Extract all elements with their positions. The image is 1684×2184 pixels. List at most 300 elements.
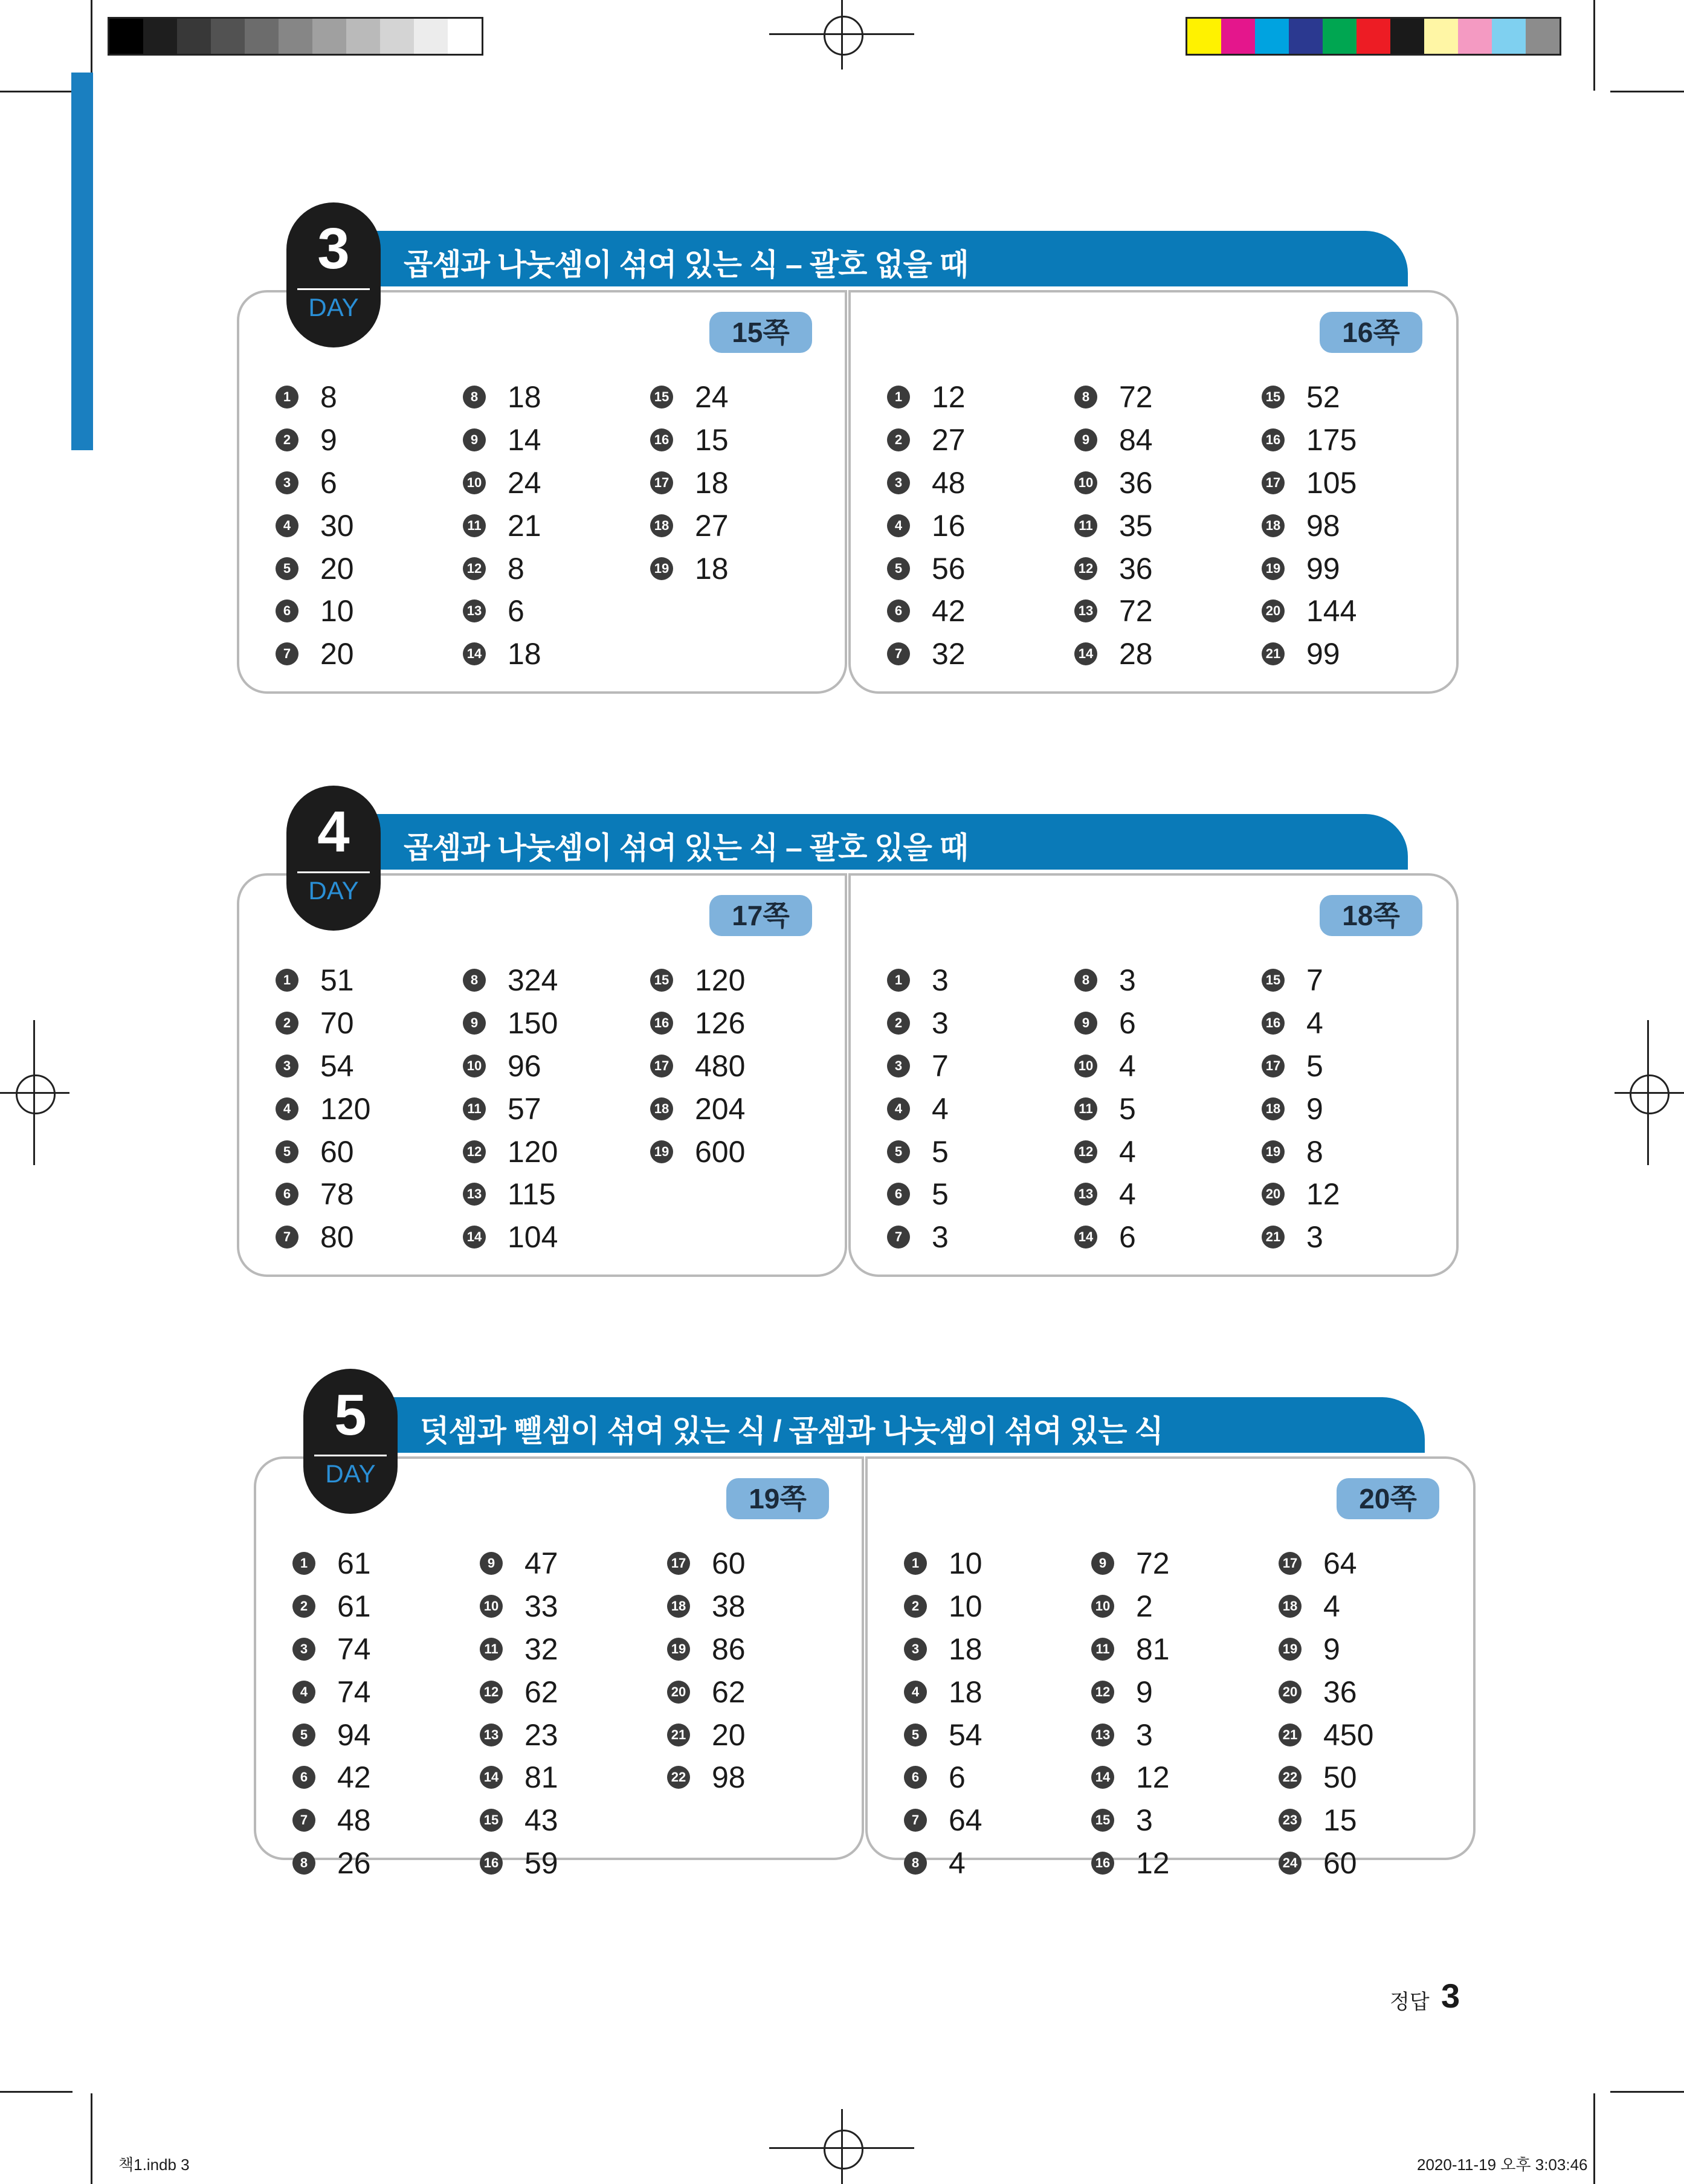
answer-value: 84 xyxy=(1119,423,1153,457)
problem-number-badge: 19 xyxy=(650,557,673,580)
problem-number-badge: 2 xyxy=(292,1595,315,1618)
answer-value: 33 xyxy=(524,1589,558,1624)
answer-value: 14 xyxy=(508,423,541,457)
answer-item xyxy=(667,1713,746,1756)
gray-swatch xyxy=(279,19,312,54)
crop-mark xyxy=(1610,2091,1684,2093)
problem-number-badge: 17 xyxy=(650,1055,673,1077)
answer-value: 64 xyxy=(1323,1546,1357,1581)
answer-value: 42 xyxy=(932,594,966,628)
answer-item xyxy=(887,376,966,419)
answer-value: 81 xyxy=(1136,1632,1170,1666)
answer-item xyxy=(1262,1173,1340,1216)
day-number: 4 xyxy=(317,800,350,864)
answer-item xyxy=(292,1842,371,1885)
answer-value: 98 xyxy=(1306,508,1340,543)
answer-value: 30 xyxy=(320,508,354,543)
answer-item xyxy=(904,1585,982,1628)
color-swatch xyxy=(1526,19,1560,54)
answer-value: 50 xyxy=(1323,1760,1357,1795)
answer-item xyxy=(276,590,354,633)
problem-number-badge: 19 xyxy=(667,1638,690,1661)
answer-item xyxy=(292,1799,371,1842)
problem-number-badge: 14 xyxy=(1091,1766,1114,1789)
answer-value: 204 xyxy=(695,1091,746,1126)
answer-value: 80 xyxy=(320,1220,354,1255)
answer-item xyxy=(292,1542,371,1585)
problem-number-badge: 15 xyxy=(480,1809,503,1832)
answer-item xyxy=(1074,462,1153,505)
answer-value: 8 xyxy=(508,551,524,586)
crop-mark xyxy=(0,91,73,92)
answer-item xyxy=(292,1670,371,1713)
answer-item xyxy=(1091,1670,1170,1713)
answer-value: 28 xyxy=(1119,637,1153,671)
problem-number-badge: 17 xyxy=(667,1552,690,1575)
registration-line xyxy=(1647,1020,1649,1165)
answer-value: 9 xyxy=(1323,1632,1340,1666)
answer-value: 18 xyxy=(508,380,541,415)
answer-item xyxy=(904,1756,982,1799)
problem-number-badge: 12 xyxy=(1074,557,1097,580)
problem-number-badge: 20 xyxy=(667,1681,690,1704)
answer-value: 3 xyxy=(1136,1803,1153,1838)
answer-item xyxy=(480,1756,558,1799)
answer-item xyxy=(1279,1628,1373,1671)
answer-item xyxy=(463,376,541,419)
answer-value: 32 xyxy=(932,637,966,671)
answer-value: 10 xyxy=(949,1546,982,1581)
problem-number-badge: 1 xyxy=(887,969,910,992)
problem-number-badge: 12 xyxy=(463,1140,486,1163)
answer-column xyxy=(292,1542,371,1884)
problem-number-badge: 18 xyxy=(650,514,673,537)
answer-item xyxy=(1091,1756,1170,1799)
answer-column xyxy=(667,1542,746,1799)
day-number: 5 xyxy=(334,1383,367,1447)
answer-value: 324 xyxy=(508,963,558,998)
answer-item xyxy=(480,1628,558,1671)
answer-item xyxy=(276,1173,370,1216)
answer-value: 4 xyxy=(1119,1177,1136,1212)
answer-item xyxy=(887,462,966,505)
answer-item xyxy=(887,1173,949,1216)
answer-value: 52 xyxy=(1306,380,1340,415)
answer-panel-left xyxy=(237,290,847,694)
problem-number-badge: 4 xyxy=(887,514,910,537)
answer-item xyxy=(276,547,354,590)
answer-item xyxy=(650,959,745,1002)
color-swatch xyxy=(1390,19,1424,54)
gray-swatch xyxy=(312,19,346,54)
answer-value: 5 xyxy=(1306,1048,1323,1083)
answer-item xyxy=(1074,419,1153,462)
answer-item xyxy=(667,1756,746,1799)
problem-number-badge: 3 xyxy=(292,1638,315,1661)
grayscale-calibration-bar xyxy=(108,17,483,56)
answer-item xyxy=(887,419,966,462)
page-reference-badge: 16쪽 xyxy=(1320,312,1422,353)
answer-item xyxy=(650,1002,745,1045)
answer-value: 99 xyxy=(1306,551,1340,586)
problem-number-badge: 15 xyxy=(650,386,673,409)
answer-item xyxy=(887,633,966,676)
answer-value: 57 xyxy=(508,1091,541,1126)
problem-number-badge: 15 xyxy=(650,969,673,992)
answer-value: 104 xyxy=(508,1220,558,1255)
problem-number-badge: 8 xyxy=(463,969,486,992)
problem-number-badge: 6 xyxy=(887,1183,910,1206)
problem-number-badge: 10 xyxy=(463,1055,486,1077)
answer-value: 54 xyxy=(320,1048,354,1083)
answer-value: 3 xyxy=(1306,1220,1323,1255)
problem-number-badge: 10 xyxy=(1091,1595,1114,1618)
answer-item xyxy=(1262,1002,1340,1045)
answer-column xyxy=(650,376,729,590)
problem-number-badge: 20 xyxy=(1262,599,1285,622)
answer-item xyxy=(276,1216,370,1259)
problem-number-badge: 1 xyxy=(276,386,298,409)
problem-number-badge: 6 xyxy=(904,1766,927,1789)
answer-value: 3 xyxy=(932,1220,949,1255)
answer-item xyxy=(650,1130,745,1173)
answer-value: 24 xyxy=(695,380,729,415)
answer-item xyxy=(650,419,729,462)
problem-number-badge: 18 xyxy=(1262,514,1285,537)
answer-item xyxy=(1279,1670,1373,1713)
answer-value: 20 xyxy=(320,637,354,671)
gray-swatch xyxy=(177,19,211,54)
answer-value: 9 xyxy=(1306,1091,1323,1126)
answer-item xyxy=(904,1542,982,1585)
problem-number-badge: 3 xyxy=(904,1638,927,1661)
problem-number-badge: 21 xyxy=(1262,1226,1285,1249)
answer-item xyxy=(887,504,966,547)
answer-value: 62 xyxy=(712,1675,746,1709)
problem-number-badge: 13 xyxy=(463,599,486,622)
answer-panel-left xyxy=(254,1456,864,1880)
problem-number-badge: 9 xyxy=(1091,1552,1114,1575)
gray-swatch xyxy=(380,19,414,54)
answer-item xyxy=(1279,1585,1373,1628)
day-badge xyxy=(303,1369,398,1514)
problem-number-badge: 12 xyxy=(463,557,486,580)
answer-item xyxy=(887,547,966,590)
answer-value: 27 xyxy=(695,508,729,543)
answer-item xyxy=(276,1045,370,1088)
color-swatch xyxy=(1221,19,1255,54)
section-title: 곱셈과 나눗셈이 섞여 있는 식 – 괄호 없을 때 xyxy=(404,248,969,282)
answer-item xyxy=(904,1799,982,1842)
problem-number-badge: 16 xyxy=(650,428,673,451)
answer-value: 18 xyxy=(949,1632,982,1666)
answer-item xyxy=(480,1542,558,1585)
answer-item xyxy=(1091,1799,1170,1842)
answer-value: 72 xyxy=(1119,380,1153,415)
answer-item xyxy=(1262,376,1357,419)
problem-number-badge: 5 xyxy=(904,1724,927,1746)
answer-item xyxy=(292,1628,371,1671)
problem-number-badge: 2 xyxy=(276,428,298,451)
answer-value: 35 xyxy=(1119,508,1153,543)
answer-panel-right xyxy=(865,1456,1476,1880)
problem-number-badge: 10 xyxy=(463,471,486,494)
answer-value: 12 xyxy=(932,380,966,415)
answer-value: 99 xyxy=(1306,637,1340,671)
problem-number-badge: 15 xyxy=(1091,1809,1114,1832)
section-title: 덧셈과 뺄셈이 섞여 있는 식 / 곱셈과 나눗셈이 섞여 있는 식 xyxy=(420,1414,1163,1448)
answer-item xyxy=(650,376,729,419)
crop-mark xyxy=(1610,91,1684,92)
answer-value: 600 xyxy=(695,1134,746,1169)
problem-number-badge: 4 xyxy=(276,514,298,537)
problem-number-badge: 7 xyxy=(276,1226,298,1249)
problem-number-badge: 6 xyxy=(276,1183,298,1206)
answer-item xyxy=(480,1713,558,1756)
answer-value: 74 xyxy=(337,1675,371,1709)
answer-value: 3 xyxy=(1119,963,1136,998)
answer-value: 43 xyxy=(524,1803,558,1838)
problem-number-badge: 13 xyxy=(1091,1724,1114,1746)
answer-item xyxy=(463,504,541,547)
answer-value: 9 xyxy=(1136,1675,1153,1709)
answer-value: 480 xyxy=(695,1048,746,1083)
answer-value: 36 xyxy=(1323,1675,1357,1709)
answer-value: 42 xyxy=(337,1760,371,1795)
slug-file: 책1.indb 3 xyxy=(118,2156,190,2174)
answer-value: 20 xyxy=(712,1717,746,1752)
color-swatch xyxy=(1492,19,1526,54)
answer-value: 150 xyxy=(508,1006,558,1041)
problem-number-badge: 13 xyxy=(1074,599,1097,622)
problem-number-badge: 4 xyxy=(887,1097,910,1120)
footer-label: 정답 xyxy=(1390,1991,1430,2014)
answer-value: 120 xyxy=(695,963,746,998)
answer-value: 59 xyxy=(524,1846,558,1880)
problem-number-badge: 24 xyxy=(1279,1852,1302,1875)
answer-item xyxy=(1279,1542,1373,1585)
gray-swatch xyxy=(211,19,245,54)
answer-item xyxy=(276,633,354,676)
answer-item xyxy=(292,1713,371,1756)
answer-value: 26 xyxy=(337,1846,371,1880)
answer-item xyxy=(463,419,541,462)
answer-item xyxy=(1279,1799,1373,1842)
gray-swatch xyxy=(448,19,482,54)
answer-value: 4 xyxy=(949,1846,966,1880)
answer-item xyxy=(1279,1713,1373,1756)
problem-number-badge: 9 xyxy=(480,1552,503,1575)
gray-swatch xyxy=(245,19,279,54)
answer-value: 12 xyxy=(1136,1846,1170,1880)
problem-number-badge: 12 xyxy=(1091,1681,1114,1704)
problem-number-badge: 6 xyxy=(276,599,298,622)
problem-number-badge: 10 xyxy=(1074,1055,1097,1077)
problem-number-badge: 14 xyxy=(463,642,486,665)
answer-item xyxy=(1074,376,1153,419)
answer-panel-right xyxy=(848,873,1459,1277)
problem-number-badge: 16 xyxy=(650,1012,673,1035)
problem-number-badge: 6 xyxy=(292,1766,315,1789)
answer-item xyxy=(1262,590,1357,633)
crop-mark xyxy=(1593,0,1595,91)
answer-value: 38 xyxy=(712,1589,746,1624)
answer-item xyxy=(480,1670,558,1713)
registration-line xyxy=(841,2109,843,2184)
answer-column xyxy=(276,959,370,1259)
problem-number-badge: 20 xyxy=(1262,1183,1285,1206)
answer-item xyxy=(887,590,966,633)
answer-item xyxy=(276,376,354,419)
answer-item xyxy=(1262,1087,1340,1130)
answer-value: 4 xyxy=(1119,1048,1136,1083)
slug-timestamp: 2020-11-19 오후 3:03:46 xyxy=(1417,2156,1588,2174)
problem-number-badge: 11 xyxy=(480,1638,503,1661)
day-label: DAY xyxy=(325,1459,376,1488)
problem-number-badge: 17 xyxy=(1262,471,1285,494)
answer-value: 64 xyxy=(949,1803,982,1838)
page-reference-badge: 19쪽 xyxy=(726,1478,829,1519)
answer-value: 3 xyxy=(932,1006,949,1041)
answer-item xyxy=(1074,1087,1136,1130)
answer-item xyxy=(667,1542,746,1585)
problem-number-badge: 3 xyxy=(887,471,910,494)
color-swatch xyxy=(1357,19,1390,54)
answer-item xyxy=(463,547,541,590)
answer-item xyxy=(463,1045,558,1088)
answer-value: 6 xyxy=(508,594,524,628)
answer-column xyxy=(463,959,558,1259)
problem-number-badge: 21 xyxy=(1279,1724,1302,1746)
problem-number-badge: 5 xyxy=(276,557,298,580)
problem-number-badge: 18 xyxy=(667,1595,690,1618)
problem-number-badge: 7 xyxy=(887,1226,910,1249)
registration-mark-top xyxy=(824,16,863,56)
registration-mark-bottom xyxy=(824,2130,863,2169)
problem-number-badge: 11 xyxy=(463,1097,486,1120)
answer-value: 105 xyxy=(1306,465,1357,500)
answer-item xyxy=(667,1670,746,1713)
answer-value: 36 xyxy=(1119,465,1153,500)
answer-item xyxy=(1074,1130,1136,1173)
answer-item xyxy=(1262,504,1357,547)
answer-value: 15 xyxy=(1323,1803,1357,1838)
answer-value: 9 xyxy=(320,423,337,457)
answer-item xyxy=(1262,419,1357,462)
gray-swatch xyxy=(346,19,380,54)
answer-item xyxy=(480,1585,558,1628)
registration-line xyxy=(1615,1092,1684,1094)
problem-number-badge: 5 xyxy=(276,1140,298,1163)
answer-value: 36 xyxy=(1119,551,1153,586)
answer-item xyxy=(887,1087,949,1130)
answer-value: 12 xyxy=(1136,1760,1170,1795)
answer-value: 74 xyxy=(337,1632,371,1666)
answer-value: 6 xyxy=(1119,1006,1136,1041)
answer-value: 61 xyxy=(337,1589,371,1624)
problem-number-badge: 16 xyxy=(480,1852,503,1875)
answer-value: 4 xyxy=(1323,1589,1340,1624)
answer-value: 18 xyxy=(949,1675,982,1709)
problem-number-badge: 15 xyxy=(1262,386,1285,409)
answer-column xyxy=(1091,1542,1170,1884)
answer-value: 20 xyxy=(320,551,354,586)
answer-value: 16 xyxy=(932,508,966,543)
answer-item xyxy=(1262,1130,1340,1173)
section-title: 곱셈과 나눗셈이 섞여 있는 식 – 괄호 있을 때 xyxy=(404,831,969,865)
problem-number-badge: 1 xyxy=(292,1552,315,1575)
answer-value: 175 xyxy=(1306,423,1357,457)
answer-value: 21 xyxy=(508,508,541,543)
answer-item xyxy=(887,1045,949,1088)
day-number: 3 xyxy=(317,216,350,281)
answer-item xyxy=(1262,547,1357,590)
problem-number-badge: 18 xyxy=(650,1097,673,1120)
answer-item xyxy=(1262,1045,1340,1088)
problem-number-badge: 19 xyxy=(1262,557,1285,580)
problem-number-badge: 19 xyxy=(650,1140,673,1163)
day-divider xyxy=(297,871,370,873)
problem-number-badge: 21 xyxy=(1262,642,1285,665)
answer-item xyxy=(276,1002,370,1045)
answer-value: 62 xyxy=(524,1675,558,1709)
day-label: DAY xyxy=(308,293,359,321)
answer-column xyxy=(1279,1542,1373,1884)
answer-panel-left xyxy=(237,873,847,1277)
answer-item xyxy=(650,504,729,547)
problem-number-badge: 5 xyxy=(887,1140,910,1163)
problem-number-badge: 9 xyxy=(463,1012,486,1035)
answer-item xyxy=(463,462,541,505)
problem-number-badge: 8 xyxy=(1074,386,1097,409)
answer-item xyxy=(463,633,541,676)
color-swatch xyxy=(1458,19,1492,54)
gray-swatch xyxy=(109,19,143,54)
answer-item xyxy=(276,462,354,505)
problem-number-badge: 13 xyxy=(1074,1183,1097,1206)
answer-column xyxy=(1074,959,1136,1259)
answer-value: 54 xyxy=(949,1717,982,1752)
problem-number-badge: 11 xyxy=(1074,1097,1097,1120)
answer-item xyxy=(1074,959,1136,1002)
answer-item xyxy=(1074,1216,1136,1259)
problem-number-badge: 11 xyxy=(1091,1638,1114,1661)
answer-item xyxy=(650,462,729,505)
problem-number-badge: 16 xyxy=(1262,1012,1285,1035)
answer-value: 48 xyxy=(932,465,966,500)
answer-item xyxy=(1262,633,1357,676)
answer-item xyxy=(463,1216,558,1259)
answer-item xyxy=(276,959,370,1002)
answer-column xyxy=(1262,959,1340,1259)
answer-value: 78 xyxy=(320,1177,354,1212)
color-swatch xyxy=(1424,19,1458,54)
answer-item xyxy=(463,1087,558,1130)
problem-number-badge: 19 xyxy=(1279,1638,1302,1661)
answer-value: 7 xyxy=(932,1048,949,1083)
answer-value: 2 xyxy=(1136,1589,1153,1624)
problem-number-badge: 19 xyxy=(1262,1140,1285,1163)
answer-item xyxy=(650,1087,745,1130)
answer-item xyxy=(1091,1542,1170,1585)
answer-value: 96 xyxy=(508,1048,541,1083)
answer-column xyxy=(904,1542,982,1884)
problem-number-badge: 5 xyxy=(292,1724,315,1746)
answer-value: 10 xyxy=(320,594,354,628)
problem-number-badge: 2 xyxy=(904,1595,927,1618)
answer-column xyxy=(463,376,541,676)
answer-value: 60 xyxy=(1323,1846,1357,1880)
